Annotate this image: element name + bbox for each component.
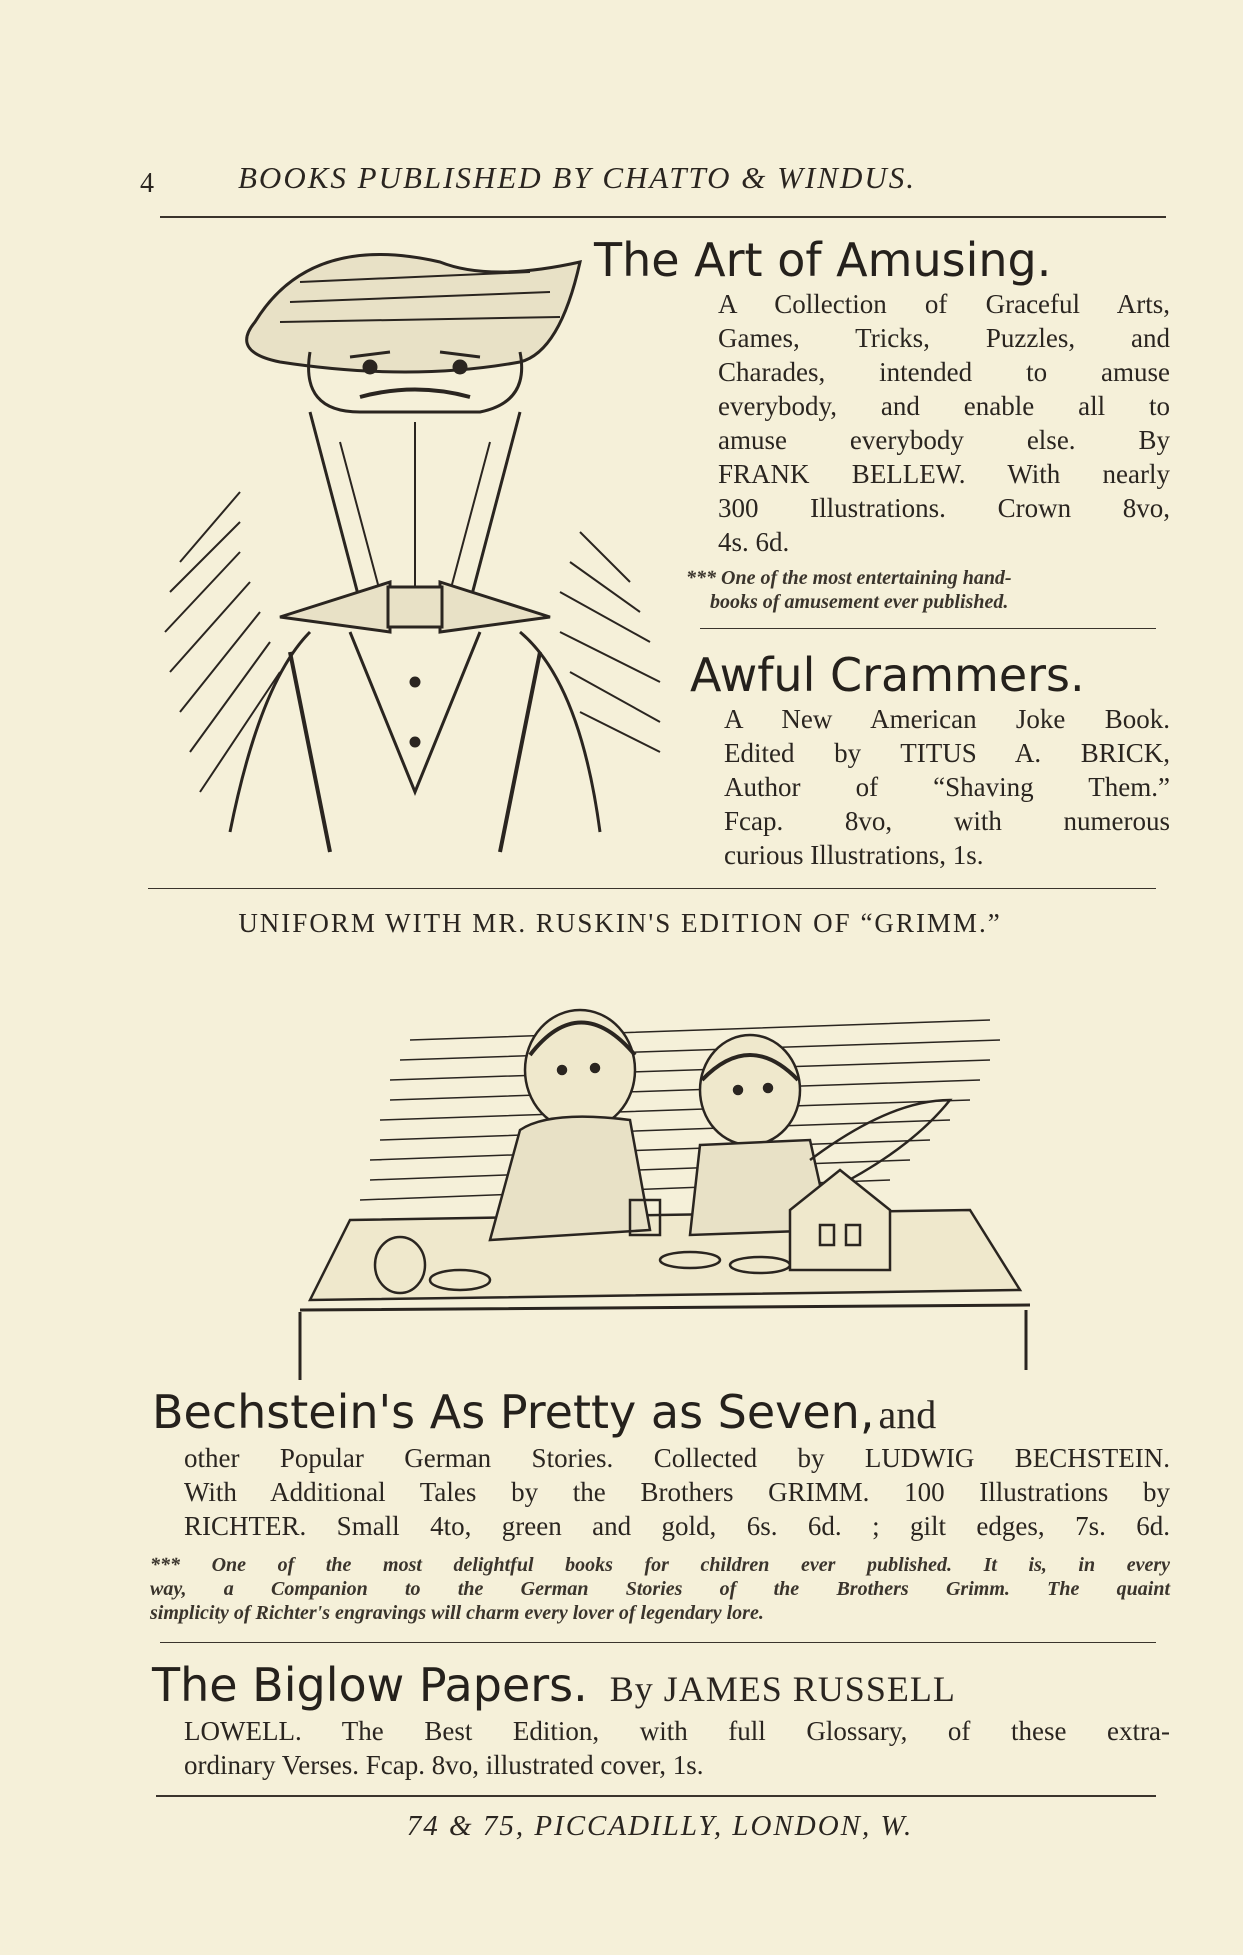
uniform-edition-line: UNIFORM WITH MR. RUSKIN'S EDITION OF “GRIMM.” bbox=[238, 908, 1002, 938]
divider bbox=[700, 628, 1156, 629]
note-line: *** One of the most delightful books for children ever published. It is, in every bbox=[150, 1554, 1170, 1576]
entry-title-text: Bechstein's As Pretty as Seven, bbox=[152, 1385, 875, 1439]
entry-title-suffix: and bbox=[878, 1392, 937, 1437]
divider bbox=[148, 888, 1156, 889]
text-line: Charades, intended to amuse bbox=[718, 357, 1170, 387]
note-line: simplicity of Richter's engravings will charm every lover of legendary lore. bbox=[150, 1602, 764, 1624]
entry-body-bechstein bbox=[184, 1441, 1170, 1543]
entry-title-awful-crammers: Awful Crammers. bbox=[690, 648, 1085, 702]
entry-author-inline: By JAMES RUSSELL bbox=[609, 1669, 956, 1709]
children-tea-party-icon bbox=[290, 960, 1030, 1380]
text-line: A Collection of Graceful Arts, bbox=[718, 289, 1170, 319]
text-line: 4s. 6d. bbox=[718, 527, 790, 557]
footer-address: 74 & 75, PICCADILLY, LONDON, W. bbox=[406, 1810, 914, 1842]
note-line: *** One of the most entertaining hand- bbox=[686, 567, 1012, 589]
page-number: 4 bbox=[140, 168, 154, 199]
text-line: LOWELL. The Best Edition, with full Glossary, of these extra- bbox=[184, 1716, 1170, 1746]
header-rule bbox=[160, 216, 1166, 218]
caricature-figure-icon bbox=[160, 232, 680, 862]
text-line: curious Illustrations, 1s. bbox=[724, 840, 984, 870]
entry-title-biglow bbox=[152, 1658, 1170, 1712]
text-line: Edited by TITUS A. BRICK, bbox=[724, 738, 1170, 768]
text-line: With Additional Tales by the Brothers GRIMM. 100 Illustrations by bbox=[184, 1477, 1170, 1507]
entry-note-bechstein bbox=[150, 1553, 1170, 1625]
entry-body-art-of-amusing bbox=[718, 287, 1170, 559]
note-line: way, a Companion to the German Stories of the Brothers Grimm. The quaint bbox=[150, 1578, 1170, 1600]
text-line: ordinary Verses. Fcap. 8vo, illustrated cover, 1s. bbox=[184, 1750, 704, 1780]
running-header: BOOKS PUBLISHED BY CHATTO & WINDUS. bbox=[238, 160, 916, 195]
text-line: Games, Tricks, Puzzles, and bbox=[718, 323, 1170, 353]
text-line: FRANK BELLEW. With nearly bbox=[718, 459, 1170, 489]
text-line: other Popular German Stories. Collected by LUDWIG BECHSTEIN. bbox=[184, 1443, 1170, 1473]
text-line: 300 Illustrations. Crown 8vo, bbox=[718, 493, 1170, 523]
text-line: Fcap. 8vo, with numerous bbox=[724, 806, 1170, 836]
divider bbox=[160, 1642, 1156, 1643]
text-line: RICHTER. Small 4to, green and gold, 6s. 6d. ; gilt edges, 7s. 6d. bbox=[184, 1511, 1170, 1541]
entry-body-awful-crammers bbox=[724, 702, 1170, 872]
text-line: A New American Joke Book. bbox=[724, 704, 1170, 734]
entry-body-biglow bbox=[184, 1714, 1170, 1782]
entry-note-art-of-amusing bbox=[686, 566, 1170, 614]
text-line: amuse everybody else. By bbox=[718, 425, 1170, 455]
text-line: everybody, and enable all to bbox=[718, 391, 1170, 421]
note-line: books of amusement ever published. bbox=[710, 591, 1009, 613]
entry-title-bechstein bbox=[152, 1385, 1170, 1439]
footer-rule bbox=[156, 1795, 1156, 1797]
entry-title-text: The Biglow Papers. bbox=[152, 1658, 588, 1712]
entry-title-art-of-amusing: The Art of Amusing. bbox=[594, 233, 1052, 287]
text-line: Author of “Shaving Them.” bbox=[724, 772, 1170, 802]
